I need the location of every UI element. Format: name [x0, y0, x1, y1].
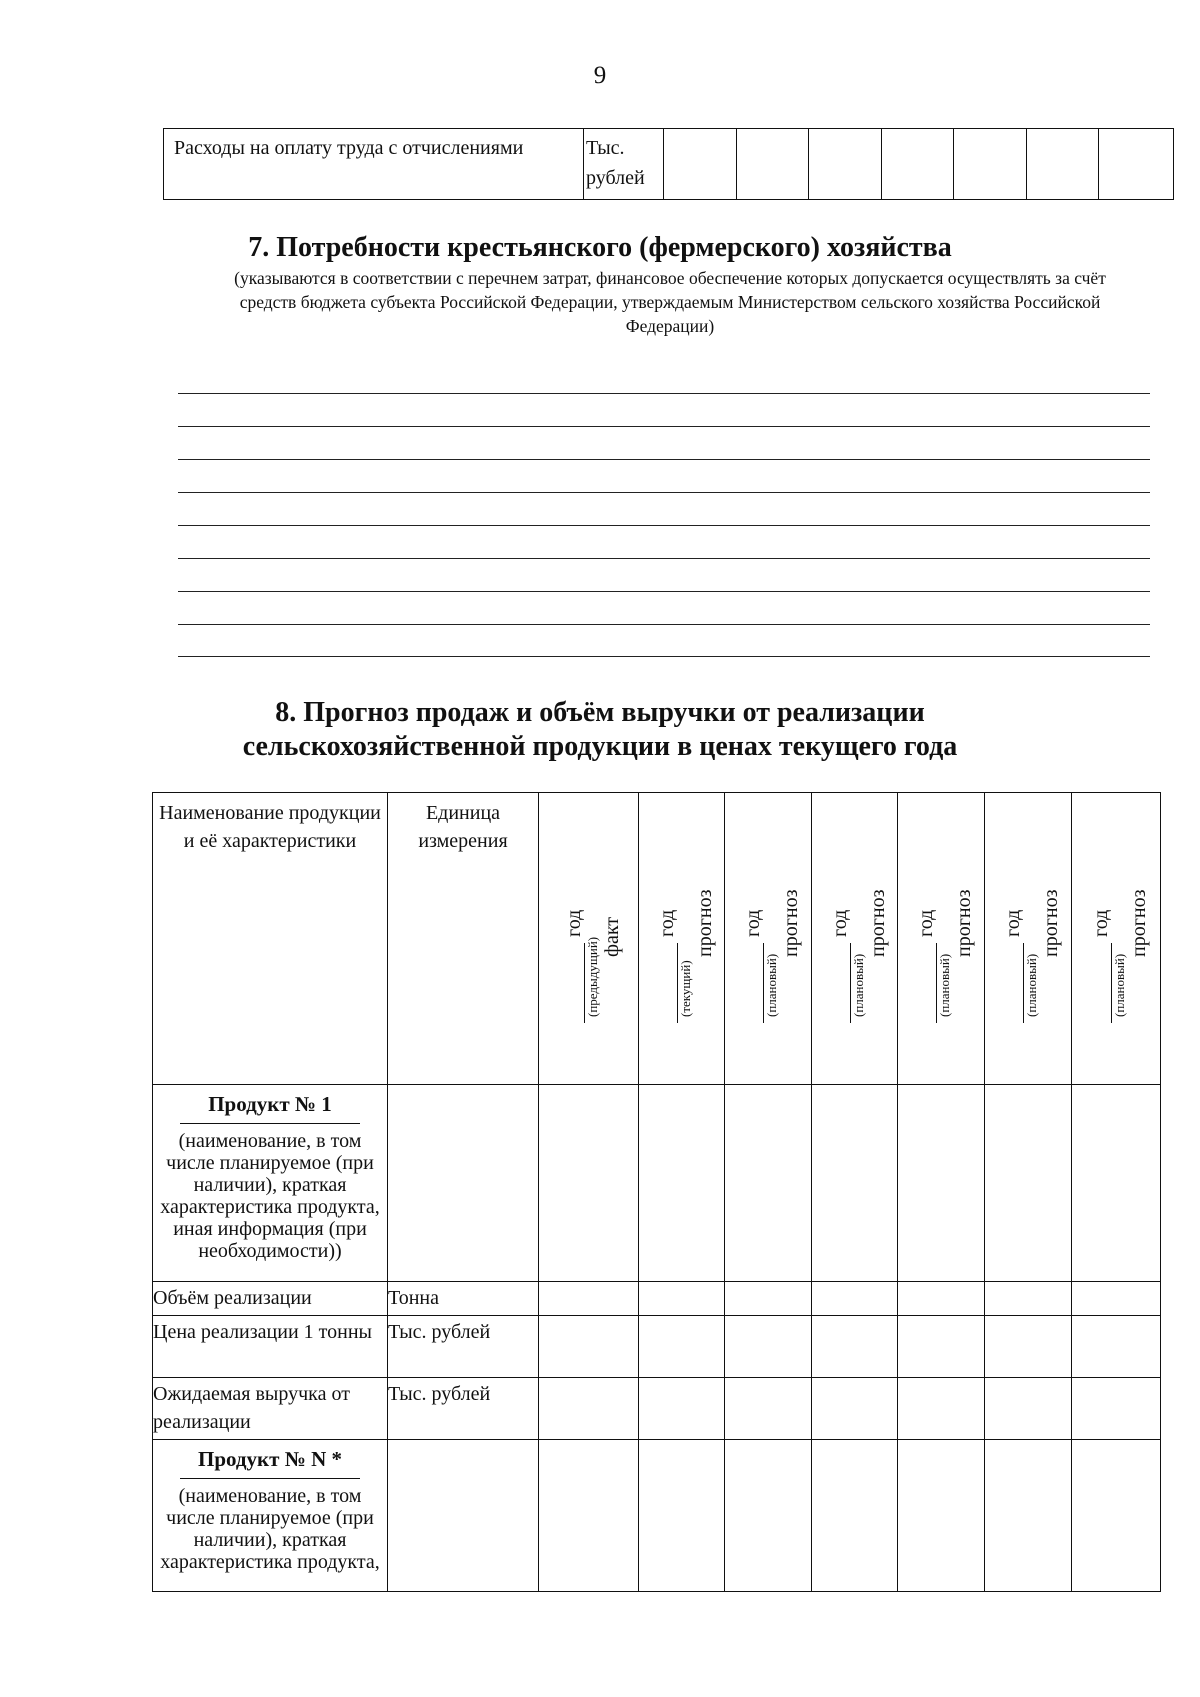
page-number: 9: [593, 62, 607, 89]
header-unit: Единица измерения: [388, 793, 539, 1085]
year-blank[interactable]: [916, 943, 937, 1023]
needs-blank-line[interactable]: [178, 558, 1150, 559]
row-sales-volume-unit: Тонна: [388, 1282, 539, 1316]
row-revenue-label: Ожидаемая выручка от реализации: [153, 1378, 388, 1440]
section7-note: (указываются в соответствии с перечнем затрат, финансовое обеспечение которых допускается осуществлять за счёт средств бюджета субъекта Российской Федерации, утверждаемым Министерством сельского хозяйства Российской Федерации): [234, 268, 1106, 336]
labor-cost-table: [163, 128, 1174, 200]
header-year-planned: год (плановый) прогноз: [725, 793, 812, 1085]
product-1-title: Продукт № 1: [208, 1092, 332, 1116]
product-name-blank[interactable]: [180, 1478, 360, 1479]
data-cell[interactable]: [539, 1440, 639, 1592]
data-cell[interactable]: [639, 1316, 725, 1378]
data-cell[interactable]: [539, 1378, 639, 1440]
product-n-note: (наименование, в том числе планируемое (при наличии), краткая характеристика продукта,: [160, 1485, 380, 1573]
labor-cost-cell[interactable]: [737, 129, 809, 200]
labor-cost-cell[interactable]: [954, 129, 1027, 200]
data-cell[interactable]: [1072, 1378, 1161, 1440]
row-revenue-unit: Тыс. рублей: [388, 1378, 539, 1440]
needs-blank-line[interactable]: [178, 492, 1150, 493]
data-cell[interactable]: [725, 1440, 812, 1592]
data-cell[interactable]: [985, 1378, 1072, 1440]
data-cell[interactable]: [812, 1378, 898, 1440]
data-cell[interactable]: [985, 1440, 1072, 1592]
data-cell[interactable]: [639, 1085, 725, 1282]
data-cell[interactable]: [539, 1316, 639, 1378]
section7-title: 7. Потребности крестьянского (фермерского) хозяйства: [248, 232, 952, 263]
header-year-previous: год (предыдущий) факт: [539, 793, 639, 1085]
data-cell[interactable]: [725, 1378, 812, 1440]
row-price-unit: Тыс. рублей: [388, 1316, 539, 1378]
section8-title-line2: сельскохозяйственной продукции в ценах текущего года: [242, 731, 958, 762]
row-sales-volume-label: Объём реализации: [153, 1282, 388, 1316]
header-year-planned: год (плановый) прогноз: [985, 793, 1072, 1085]
data-cell[interactable]: [1072, 1316, 1161, 1378]
labor-cost-cell[interactable]: [882, 129, 954, 200]
product-1-note: (наименование, в том числе планируемое (при наличии), краткая характеристика продукта, иная информация (при необходимости)): [160, 1130, 380, 1262]
section8-title: 8. Прогноз продаж и объём выручки от реализации: [275, 697, 925, 728]
needs-blank-line[interactable]: [178, 426, 1150, 427]
data-cell[interactable]: [639, 1378, 725, 1440]
needs-blank-line[interactable]: [178, 591, 1150, 592]
needs-blank-line[interactable]: [178, 459, 1150, 460]
data-cell[interactable]: [1072, 1282, 1161, 1316]
data-cell[interactable]: [539, 1282, 639, 1316]
product-name-blank[interactable]: [180, 1123, 360, 1124]
data-cell[interactable]: [639, 1282, 725, 1316]
year-blank[interactable]: [830, 943, 851, 1023]
data-cell[interactable]: [725, 1085, 812, 1282]
data-cell[interactable]: [725, 1282, 812, 1316]
data-cell[interactable]: [1072, 1440, 1161, 1592]
data-cell[interactable]: [898, 1440, 985, 1592]
data-cell[interactable]: [812, 1440, 898, 1592]
data-cell[interactable]: [898, 1316, 985, 1378]
data-cell[interactable]: [898, 1378, 985, 1440]
data-cell[interactable]: [725, 1316, 812, 1378]
labor-cost-cell[interactable]: [1099, 129, 1174, 200]
labor-cost-cell[interactable]: [1027, 129, 1099, 200]
labor-cost-unit: Тыс. рублей: [584, 129, 664, 200]
year-blank[interactable]: [1003, 943, 1024, 1023]
data-cell[interactable]: [898, 1282, 985, 1316]
labor-cost-cell[interactable]: [664, 129, 737, 200]
year-blank[interactable]: [564, 943, 585, 1023]
needs-blank-line[interactable]: [178, 624, 1150, 625]
product-n-title: Продукт № N *: [198, 1447, 342, 1471]
product-n-cell: [153, 1440, 388, 1592]
data-cell[interactable]: [539, 1085, 639, 1282]
data-cell[interactable]: [985, 1316, 1072, 1378]
data-cell[interactable]: [812, 1085, 898, 1282]
product-1-cell: [153, 1085, 388, 1282]
needs-blank-line[interactable]: [178, 393, 1150, 394]
header-product-name: Наименование продукции и её характеристики: [153, 793, 388, 1085]
data-cell[interactable]: [812, 1316, 898, 1378]
data-cell[interactable]: [985, 1085, 1072, 1282]
data-cell[interactable]: [388, 1085, 539, 1282]
header-year-planned: год (плановый) прогноз: [1072, 793, 1161, 1085]
labor-cost-label: Расходы на оплату труда с отчислениями: [164, 129, 584, 200]
header-year-planned: год (плановый) прогноз: [898, 793, 985, 1085]
data-cell[interactable]: [898, 1085, 985, 1282]
data-cell[interactable]: [639, 1440, 725, 1592]
data-cell[interactable]: [388, 1440, 539, 1592]
row-price-label: Цена реализации 1 тонны: [153, 1316, 388, 1378]
data-cell[interactable]: [985, 1282, 1072, 1316]
header-year-current: год (текущий) прогноз: [639, 793, 725, 1085]
labor-cost-cell[interactable]: [809, 129, 882, 200]
needs-blank-line[interactable]: [178, 656, 1150, 657]
data-cell[interactable]: [1072, 1085, 1161, 1282]
header-year-planned: год (плановый) прогноз: [812, 793, 898, 1085]
data-cell[interactable]: [812, 1282, 898, 1316]
needs-blank-line[interactable]: [178, 525, 1150, 526]
sales-forecast-table: [152, 792, 1161, 1592]
year-blank[interactable]: [657, 943, 678, 1023]
year-blank[interactable]: [1091, 943, 1112, 1023]
year-blank[interactable]: [743, 943, 764, 1023]
